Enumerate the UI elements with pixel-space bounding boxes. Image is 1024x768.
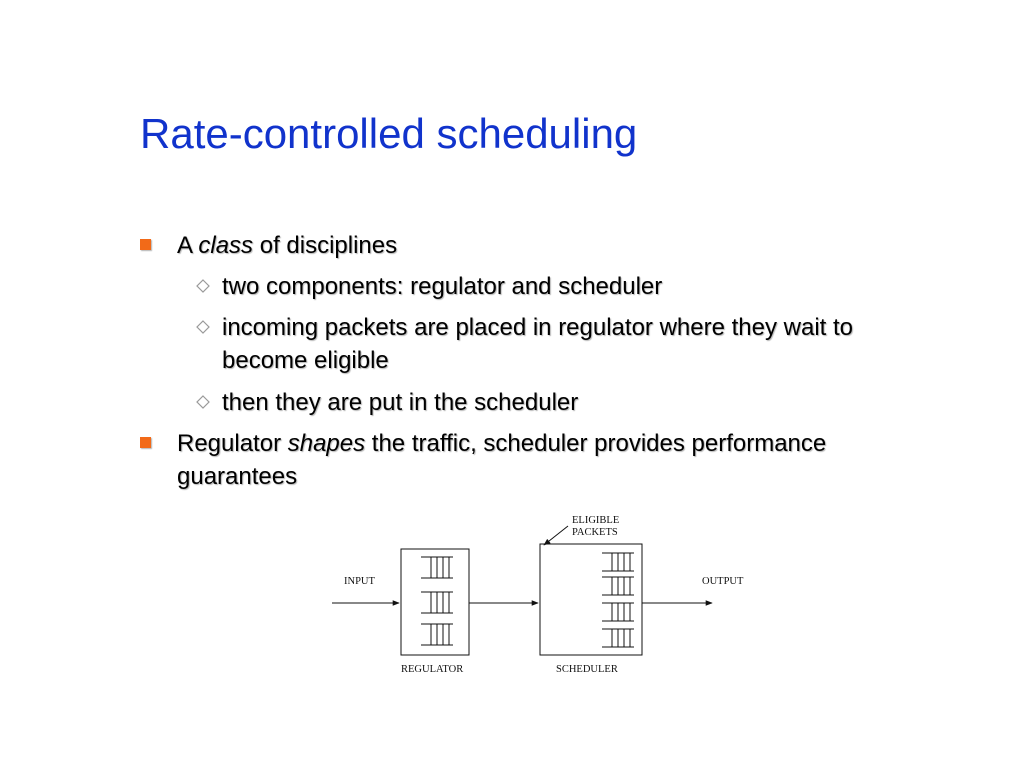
eligible-pointer-arrow bbox=[544, 526, 568, 545]
subbullet-two-components bbox=[222, 270, 992, 303]
bullet-text-pre: A bbox=[177, 232, 199, 259]
bullet-text-post-line1: the traffic, scheduler provides performance bbox=[365, 430, 827, 457]
subbullet-text-line2: become eligible bbox=[222, 347, 389, 374]
square-bullet-icon bbox=[140, 437, 151, 448]
square-bullet-icon bbox=[140, 239, 151, 250]
scheduler-label: SCHEDULER bbox=[556, 664, 618, 675]
eligible-label-line1: ELIGIBLE bbox=[572, 515, 620, 526]
eligible-label-line2: PACKETS bbox=[572, 527, 618, 538]
bullet-text-emphasis: shapes bbox=[287, 430, 366, 457]
slide-title: Rate-controlled scheduling bbox=[140, 110, 638, 157]
regulator-label: REGULATOR bbox=[401, 664, 464, 675]
regulator-box bbox=[401, 549, 469, 655]
scheduler-box bbox=[540, 544, 642, 655]
bullet-text-post-line2: guarantees bbox=[177, 463, 298, 490]
diamond-bullet-icon bbox=[196, 276, 210, 296]
bullet-regulator-shapes bbox=[177, 427, 977, 493]
bullet-text-pre: Regulator bbox=[177, 430, 288, 457]
output-label: OUTPUT bbox=[702, 576, 744, 587]
subbullet-put-in-scheduler bbox=[222, 386, 992, 419]
bullet-class-of-disciplines bbox=[177, 229, 977, 262]
bullet-text-post: of disciplines bbox=[253, 232, 398, 259]
subbullet-text: then they are put in the scheduler bbox=[222, 389, 579, 416]
subbullet-text-line1: incoming packets are placed in regulator where they wait to bbox=[222, 314, 854, 341]
input-label: INPUT bbox=[344, 576, 375, 587]
regulator-scheduler-diagram bbox=[330, 508, 760, 683]
subbullet-text: two components: regulator and scheduler bbox=[222, 273, 663, 300]
subbullet-incoming-packets bbox=[222, 311, 992, 377]
bullet-text-emphasis: class bbox=[198, 232, 254, 259]
diamond-bullet-icon bbox=[196, 392, 210, 412]
diamond-bullet-icon bbox=[196, 317, 210, 337]
